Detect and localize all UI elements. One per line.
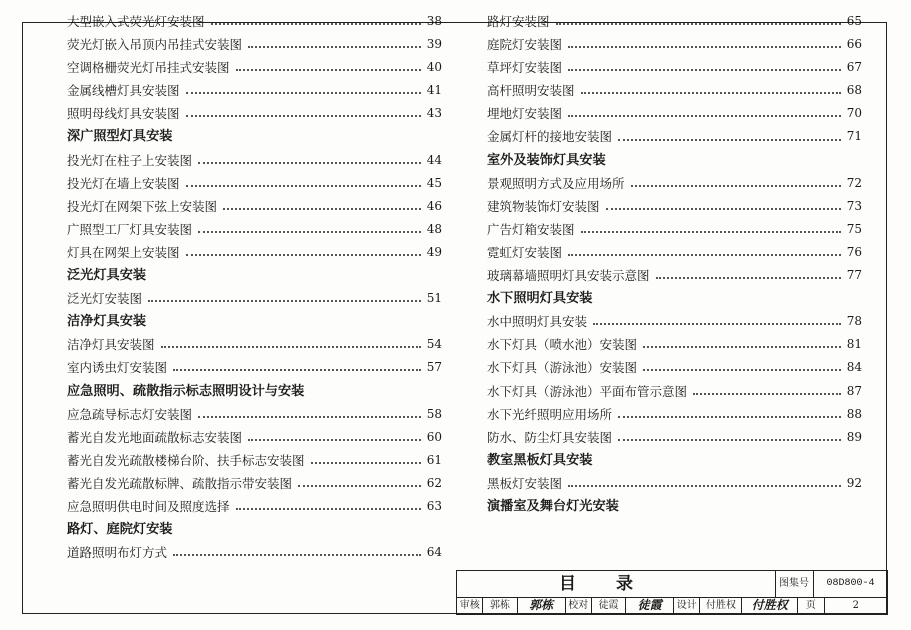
dot-leader bbox=[643, 368, 841, 371]
entry-page-number: 48 bbox=[426, 221, 442, 236]
toc-entry bbox=[67, 495, 442, 518]
toc-entry bbox=[487, 403, 862, 426]
dot-leader bbox=[223, 207, 421, 210]
toc-section-heading bbox=[487, 287, 862, 310]
checker-name: 徒霞 bbox=[592, 597, 626, 614]
entry-page-number: 81 bbox=[846, 337, 862, 352]
section-title: 深广照型灯具安装 bbox=[67, 129, 173, 145]
entry-title: 埋地灯安装图 bbox=[487, 106, 563, 122]
entry-page-number: 64 bbox=[426, 545, 442, 560]
entry-title: 霓虹灯安装图 bbox=[487, 244, 563, 260]
design-label: 设计 bbox=[674, 597, 700, 614]
dot-leader bbox=[693, 392, 841, 395]
entry-title: 水下光纤照明应用场所 bbox=[487, 406, 613, 422]
dot-leader bbox=[211, 22, 421, 25]
dot-leader bbox=[186, 253, 421, 256]
entry-page-number: 72 bbox=[846, 175, 862, 190]
dot-leader bbox=[248, 45, 421, 48]
section-title: 泛光灯具安装 bbox=[67, 268, 147, 284]
toc-entry bbox=[67, 287, 442, 310]
toc-entry bbox=[487, 195, 862, 218]
entry-page-number: 73 bbox=[846, 198, 862, 213]
atlas-number-label: 图集号 bbox=[775, 571, 814, 597]
entry-page-number: 65 bbox=[846, 14, 862, 28]
dot-leader bbox=[248, 438, 421, 441]
toc-entry bbox=[67, 541, 442, 564]
review-label: 审核 bbox=[457, 597, 483, 614]
entry-page-number: 66 bbox=[846, 37, 862, 52]
entry-title: 金属灯杆的接地安装图 bbox=[487, 129, 613, 145]
entry-page-number: 45 bbox=[426, 175, 442, 190]
section-title: 教室黑板灯具安装 bbox=[487, 452, 593, 468]
entry-title: 水下灯具（游泳池）平面布管示意图 bbox=[487, 383, 688, 399]
toc-section-heading bbox=[487, 495, 862, 518]
toc-right-column bbox=[487, 10, 862, 518]
entry-title: 玻璃幕墙照明灯具安装示意图 bbox=[487, 268, 650, 284]
entry-page-number: 41 bbox=[426, 83, 442, 98]
toc-section-heading bbox=[67, 310, 442, 333]
entry-page-number: 75 bbox=[846, 221, 862, 236]
entry-page-number: 60 bbox=[426, 429, 442, 444]
toc-left-column bbox=[67, 10, 442, 564]
entry-page-number: 62 bbox=[426, 475, 442, 490]
check-label: 校对 bbox=[566, 597, 592, 614]
entry-title: 室内诱虫灯安装图 bbox=[67, 360, 168, 376]
dot-leader bbox=[186, 114, 421, 117]
entry-page-number: 78 bbox=[846, 314, 862, 329]
page-number: 2 bbox=[852, 600, 859, 611]
entry-page-number: 61 bbox=[426, 452, 442, 467]
entry-title: 投光灯在墙上安装图 bbox=[67, 175, 180, 191]
entry-title: 投光灯在柱子上安装图 bbox=[67, 152, 193, 168]
entry-title: 大型嵌入式荧光灯安装图 bbox=[67, 14, 205, 29]
toc-section-heading bbox=[487, 149, 862, 172]
dot-leader bbox=[148, 299, 421, 302]
entry-title: 高杆照明安装图 bbox=[487, 83, 575, 99]
dot-leader bbox=[186, 184, 421, 187]
toc-entry bbox=[487, 356, 862, 379]
entry-title: 黑板灯安装图 bbox=[487, 475, 563, 491]
toc-entry bbox=[67, 102, 442, 125]
entry-title: 蓄光自发光地面疏散标志安装图 bbox=[67, 429, 243, 445]
dot-leader bbox=[173, 368, 421, 371]
entry-page-number: 67 bbox=[846, 60, 862, 75]
section-title: 应急照明、疏散指示标志照明设计与安装 bbox=[67, 383, 305, 399]
entry-title: 防水、防尘灯具安装图 bbox=[487, 429, 613, 445]
entry-page-number: 58 bbox=[426, 406, 442, 421]
entry-page-number: 40 bbox=[426, 60, 442, 75]
entry-title: 泛光灯安装图 bbox=[67, 291, 143, 307]
entry-title: 照明母线灯具安装图 bbox=[67, 106, 180, 122]
entry-title: 灯具在网架上安装图 bbox=[67, 244, 180, 260]
designer-signature: 付胜权 bbox=[742, 597, 798, 614]
designer-name: 付胜权 bbox=[700, 597, 742, 614]
toc-entry bbox=[67, 79, 442, 102]
toc-entry bbox=[487, 102, 862, 125]
toc-entry bbox=[67, 172, 442, 195]
toc-entry bbox=[67, 403, 442, 426]
entry-title: 金属线槽灯具安装图 bbox=[67, 83, 180, 99]
section-title: 洁净灯具安装 bbox=[67, 314, 147, 330]
entry-page-number: 43 bbox=[426, 106, 442, 121]
toc-entry bbox=[487, 79, 862, 102]
entry-page-number: 70 bbox=[846, 106, 862, 121]
dot-leader bbox=[236, 68, 421, 71]
section-title: 室外及装饰灯具安装 bbox=[487, 152, 606, 168]
entry-page-number: 68 bbox=[846, 83, 862, 98]
toc-section-heading bbox=[487, 449, 862, 472]
dot-leader bbox=[568, 68, 841, 71]
dot-leader bbox=[568, 484, 841, 487]
entry-title: 应急照明供电时间及照度选择 bbox=[67, 498, 230, 514]
entry-page-number: 88 bbox=[846, 406, 862, 421]
toc-entry bbox=[487, 264, 862, 287]
entry-title: 路灯安装图 bbox=[487, 14, 550, 29]
dot-leader bbox=[198, 230, 421, 233]
section-title: 水下照明灯具安装 bbox=[487, 291, 593, 307]
entry-title: 水中照明灯具安装 bbox=[487, 314, 588, 330]
document-title: 目录 bbox=[457, 571, 776, 597]
dot-leader bbox=[198, 415, 421, 418]
entry-page-number: 71 bbox=[846, 129, 862, 144]
entry-page-number: 38 bbox=[426, 14, 442, 28]
entry-page-number: 63 bbox=[426, 498, 442, 513]
dot-leader bbox=[298, 484, 421, 487]
toc-entry bbox=[67, 56, 442, 79]
toc-entry bbox=[487, 56, 862, 79]
toc-entry bbox=[487, 310, 862, 333]
entry-page-number: 92 bbox=[846, 475, 862, 490]
dot-leader bbox=[618, 438, 841, 441]
toc-entry bbox=[487, 241, 862, 264]
toc-entry bbox=[487, 380, 862, 403]
entry-title: 道路照明布灯方式 bbox=[67, 545, 168, 561]
dot-leader bbox=[581, 230, 841, 233]
toc-entry bbox=[67, 33, 442, 56]
entry-page-number: 87 bbox=[846, 383, 862, 398]
toc-section-heading bbox=[67, 125, 442, 148]
entry-title: 广告灯箱安装图 bbox=[487, 221, 575, 237]
toc-entry bbox=[67, 195, 442, 218]
dot-leader bbox=[568, 45, 841, 48]
dot-leader bbox=[568, 253, 841, 256]
toc-entry bbox=[67, 449, 442, 472]
checker-signature: 徒霞 bbox=[626, 597, 674, 614]
entry-page-number: 46 bbox=[426, 198, 442, 213]
toc-entry bbox=[67, 333, 442, 356]
dot-leader bbox=[311, 461, 421, 464]
dot-leader bbox=[593, 322, 841, 325]
dot-leader bbox=[161, 345, 421, 348]
entry-page-number: 54 bbox=[426, 337, 442, 352]
dot-leader bbox=[186, 91, 421, 94]
entry-title: 草坪灯安装图 bbox=[487, 60, 563, 76]
entry-title: 水下灯具（喷水池）安装图 bbox=[487, 337, 638, 353]
toc-entry bbox=[487, 125, 862, 148]
toc-entry bbox=[487, 218, 862, 241]
entry-title: 水下灯具（游泳池）安装图 bbox=[487, 360, 638, 376]
dot-leader bbox=[556, 22, 841, 25]
entry-title: 荧光灯嵌入吊顶内吊挂式安装图 bbox=[67, 37, 243, 53]
dot-leader bbox=[173, 553, 421, 556]
toc-entry bbox=[67, 218, 442, 241]
toc-entry bbox=[67, 472, 442, 495]
entry-page-number: 49 bbox=[426, 244, 442, 259]
dot-leader bbox=[618, 138, 841, 141]
entry-page-number: 89 bbox=[846, 429, 862, 444]
toc-section-heading bbox=[67, 264, 442, 287]
toc-entry bbox=[487, 472, 862, 495]
toc-entry bbox=[67, 356, 442, 379]
toc-entry bbox=[487, 426, 862, 449]
page-label: 页 bbox=[798, 597, 824, 614]
reviewer-signature: 郭栋 bbox=[518, 597, 566, 614]
title-block bbox=[456, 570, 888, 615]
atlas-number: 08D800-4 bbox=[826, 578, 875, 589]
entry-title: 空调格栅荧光灯吊挂式安装图 bbox=[67, 60, 230, 76]
entry-title: 庭院灯安装图 bbox=[487, 37, 563, 53]
entry-title: 建筑物装饰灯安装图 bbox=[487, 198, 600, 214]
toc-entry bbox=[487, 172, 862, 195]
toc-entry bbox=[67, 10, 442, 33]
section-title: 演播室及舞台灯光安装 bbox=[487, 498, 619, 514]
dot-leader bbox=[581, 91, 841, 94]
toc-entry bbox=[67, 241, 442, 264]
dot-leader bbox=[236, 507, 421, 510]
toc-entry bbox=[487, 10, 862, 33]
dot-leader bbox=[606, 207, 841, 210]
entry-title: 蓄光自发光疏散标牌、疏散指示带安装图 bbox=[67, 475, 293, 491]
entry-title: 景观照明方式及应用场所 bbox=[487, 175, 625, 191]
toc-entry bbox=[487, 33, 862, 56]
toc-section-heading bbox=[67, 518, 442, 541]
toc-entry bbox=[487, 333, 862, 356]
entry-page-number: 44 bbox=[426, 152, 442, 167]
dot-leader bbox=[643, 345, 841, 348]
entry-title: 应急疏导标志灯安装图 bbox=[67, 406, 193, 422]
dot-leader bbox=[656, 276, 841, 279]
entry-page-number: 39 bbox=[426, 37, 442, 52]
entry-page-number: 76 bbox=[846, 244, 862, 259]
toc-entry bbox=[67, 426, 442, 449]
dot-leader bbox=[198, 161, 421, 164]
entry-title: 投光灯在网架下弦上安装图 bbox=[67, 198, 218, 214]
entry-page-number: 84 bbox=[846, 360, 862, 375]
entry-page-number: 57 bbox=[426, 360, 442, 375]
entry-page-number: 77 bbox=[846, 268, 862, 283]
toc-entry bbox=[67, 149, 442, 172]
entry-page-number: 51 bbox=[426, 291, 442, 306]
entry-title: 蓄光自发光疏散楼梯台阶、扶手标志安装图 bbox=[67, 452, 305, 468]
dot-leader bbox=[631, 184, 841, 187]
section-title: 路灯、庭院灯安装 bbox=[67, 522, 173, 538]
dot-leader bbox=[568, 114, 841, 117]
reviewer-name: 郭栋 bbox=[483, 597, 517, 614]
entry-title: 洁净灯具安装图 bbox=[67, 337, 155, 353]
dot-leader bbox=[618, 415, 841, 418]
toc-section-heading bbox=[67, 380, 442, 403]
entry-title: 广照型工厂灯具安装图 bbox=[67, 221, 193, 237]
